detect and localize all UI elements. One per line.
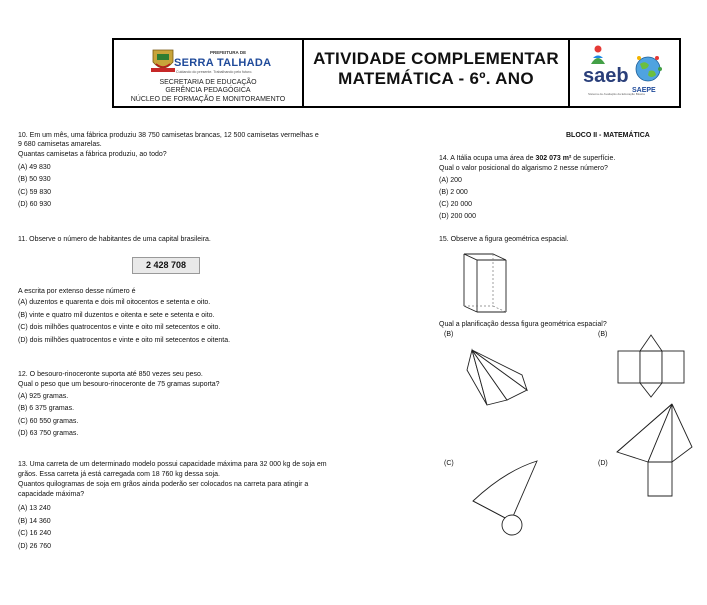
population-number: 2 428 708	[132, 257, 200, 274]
q12-option[interactable]: (C) 60 550 gramas.	[18, 418, 79, 425]
saeb-logo: saeb	[583, 65, 629, 87]
q14-question: Qual o valor posicional do algarismo 2 nesse número?	[439, 165, 608, 172]
q11-option[interactable]: (A) duzentos e quarenta e dois mil oitocentos e setenta e oito.	[18, 299, 211, 306]
q10-line: 9 680 camisetas amarelas.	[18, 141, 102, 148]
q13-question: capacidade máxima?	[18, 491, 85, 498]
q12-line: 12. O besouro-rinoceronte suporta até 850 vezes seu peso.	[18, 371, 203, 378]
net-cone-sector	[465, 449, 545, 537]
institution-cell	[114, 40, 304, 106]
q13-line: grãos. Essa carreta já está carregada com 18 760 kg dessa soja.	[18, 471, 220, 478]
institution-lines	[114, 79, 302, 104]
q15-label-c[interactable]: (C)	[444, 460, 454, 467]
q12-option[interactable]: (D) 63 750 gramas.	[18, 430, 79, 437]
triangular-prism-figure	[461, 250, 511, 316]
header-box	[112, 38, 681, 108]
saepe-logo: SAEPE	[632, 87, 656, 94]
q10-option[interactable]: (C) 59 830	[18, 189, 52, 196]
page-title	[304, 49, 568, 89]
q10-line: 10. Em um mês, uma fábrica produziu 38 750 camisetas brancas, 12 500 camisetas vermelhas e	[18, 132, 319, 139]
q14-prefix: 14. A Itália ocupa uma área de	[439, 155, 536, 162]
q10-question: Quantas camisetas a fábrica produziu, ao todo?	[18, 151, 167, 158]
q14-prompt	[439, 154, 615, 163]
q14-area: 302 073 m²	[535, 155, 572, 162]
q11-question: A escrita por extenso desse número é	[18, 288, 136, 295]
city-prefix: PREFEITURA DE	[210, 50, 247, 55]
net-prism-rectangles	[615, 333, 690, 398]
q13-option[interactable]: (D) 26 760	[18, 543, 52, 550]
q15-label-second[interactable]: (B)	[598, 331, 608, 338]
q12-option[interactable]: (B) 6 375 gramas.	[18, 405, 75, 412]
q11-option[interactable]: (C) dois milhões quatrocentos e vinte e oito mil setecentos e oito.	[18, 324, 221, 331]
q12-question: Qual o peso que um besouro-rinoceronte de 75 gramas suporta?	[18, 381, 220, 388]
q13-option[interactable]: (A) 13 240	[18, 505, 51, 512]
q14-option[interactable]: (A) 200	[439, 177, 462, 184]
title-line: MATEMÁTICA - 6º. ANO	[338, 69, 534, 88]
q15-question: Qual a planificação dessa figura geométrica espacial?	[439, 321, 607, 328]
q10-option[interactable]: (A) 49 830	[18, 164, 51, 171]
title-cell	[304, 40, 570, 106]
city-tagline: Cuidando do presente. Trabalhando pelo futuro.	[176, 70, 253, 74]
q14-suffix: de superfície.	[571, 155, 616, 162]
institution-line: NÚCLEO DE FORMAÇÃO E MONITORAMENTO	[130, 95, 286, 103]
q13-line: 13. Uma carreta de um determinado modelo possui capacidade máxima para 32 000 kg de soja em	[18, 461, 327, 468]
title-line: ATIVIDADE COMPLEMENTAR	[313, 49, 559, 68]
q15-prompt: 15. Observe a figura geométrica espacial.	[439, 236, 569, 243]
q13-option[interactable]: (C) 16 240	[18, 530, 52, 537]
q13-option[interactable]: (B) 14 360	[18, 518, 51, 525]
globe-icon	[633, 54, 663, 84]
net-pyramid	[612, 402, 694, 492]
institution-line: SECRETARIA DE EDUCAÇÃO	[159, 79, 257, 86]
q11-prompt: 11. Observe o número de habitantes de uma capital brasileira.	[18, 236, 211, 243]
q10-option[interactable]: (D) 60 930	[18, 201, 52, 208]
block-title: BLOCO II - MATEMÁTICA	[566, 132, 650, 139]
q14-option[interactable]: (C) 20 000	[439, 201, 473, 208]
saeb-subtitle: Sistema de Avaliação da Educação Básica	[588, 92, 645, 96]
logos-cell	[570, 40, 679, 106]
net-fan-triangles	[462, 345, 542, 415]
institution-line: GERÊNCIA PEDAGÓGICA	[165, 87, 251, 95]
q14-option[interactable]: (B) 2 000	[439, 189, 468, 196]
q15-label-first[interactable]: (B)	[444, 331, 454, 338]
q14-option[interactable]: (D) 200 000	[439, 213, 476, 220]
q15-label-d[interactable]: (D)	[598, 460, 608, 467]
q13-line: Quantos quilogramas de soja em grãos ainda poderão ser colocados na carreta para atingir a	[18, 481, 309, 488]
city-name: SERRA TALHADA	[174, 57, 272, 69]
saeb-figure-icon	[588, 44, 608, 66]
q10-option[interactable]: (B) 50 930	[18, 176, 51, 183]
q11-option[interactable]: (D) dois milhões quatrocentos e vinte e oito mil setecentos e oitenta.	[18, 337, 231, 344]
q12-option[interactable]: (A) 925 gramas.	[18, 393, 69, 400]
q11-option[interactable]: (B) vinte e quatro mil duzentos e oitenta e sete e setenta e oito.	[18, 312, 215, 319]
